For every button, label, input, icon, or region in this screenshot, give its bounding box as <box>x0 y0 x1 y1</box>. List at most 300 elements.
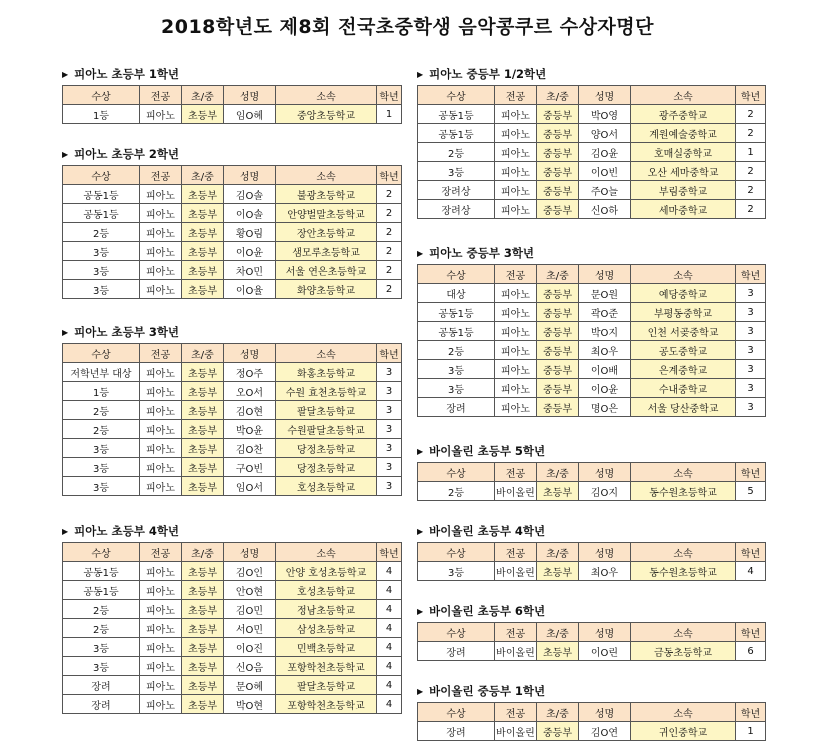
column-header: 수상 <box>63 344 140 363</box>
table-cell: 포항학천초등학교 <box>276 695 377 714</box>
column-header: 수상 <box>63 543 140 562</box>
table-cell: 2 <box>736 181 766 200</box>
table-cell: 초등부 <box>537 642 579 661</box>
table-cell: 이O윤 <box>579 379 631 398</box>
table-cell: 당정초등학교 <box>276 439 377 458</box>
column-header: 성명 <box>579 463 631 482</box>
column-header: 소속 <box>276 86 377 105</box>
table-cell: 초등부 <box>182 261 224 280</box>
table-cell: 중등부 <box>537 143 579 162</box>
table-cell: 초등부 <box>182 581 224 600</box>
table-row <box>418 360 766 379</box>
table-cell: 부림중학교 <box>631 181 736 200</box>
section-title <box>417 683 766 699</box>
table-cell: 정남초등학교 <box>276 600 377 619</box>
table-cell: 초등부 <box>182 638 224 657</box>
column-header: 성명 <box>579 623 631 642</box>
column-header: 성명 <box>224 166 276 185</box>
table-cell: 중등부 <box>537 341 579 360</box>
award-section <box>62 523 402 714</box>
table-row <box>418 162 766 181</box>
table-cell: 중등부 <box>537 360 579 379</box>
table-cell: 2 <box>736 124 766 143</box>
table-row <box>418 322 766 341</box>
column-header: 전공 <box>140 166 182 185</box>
column-header: 전공 <box>495 703 537 722</box>
table-cell: 초등부 <box>182 439 224 458</box>
triangle-bullet-icon: ▶ <box>62 70 69 79</box>
table-cell: 문O원 <box>579 284 631 303</box>
table-cell: 피아노 <box>140 458 182 477</box>
table-cell: 장려 <box>63 695 140 714</box>
table-cell: 피아노 <box>140 638 182 657</box>
table-cell: 3 <box>736 379 766 398</box>
table-cell: 초등부 <box>182 458 224 477</box>
award-section <box>417 443 766 501</box>
table-cell: 피아노 <box>140 261 182 280</box>
table-cell: 구O빈 <box>224 458 276 477</box>
table-row <box>63 382 402 401</box>
table-cell: 2 <box>377 223 402 242</box>
table-cell: 팔달초등학교 <box>276 401 377 420</box>
triangle-bullet-icon: ▶ <box>417 447 424 456</box>
column-header: 성명 <box>224 543 276 562</box>
table-cell: 김O윤 <box>579 143 631 162</box>
table-cell: 1 <box>736 722 766 741</box>
column-header: 소속 <box>631 265 736 284</box>
column-header: 소속 <box>631 463 736 482</box>
table-cell: 초등부 <box>182 562 224 581</box>
table-header-row <box>418 703 766 722</box>
column-header: 수상 <box>63 166 140 185</box>
table-cell: 김O지 <box>579 482 631 501</box>
table-cell: 3 <box>377 401 402 420</box>
table-cell: 2 <box>736 162 766 181</box>
column-header: 소속 <box>631 703 736 722</box>
column-header: 학년 <box>736 623 766 642</box>
column-header: 소속 <box>276 543 377 562</box>
awards-table <box>62 343 402 496</box>
table-row <box>418 143 766 162</box>
column-header: 소속 <box>631 543 736 562</box>
table-cell: 초등부 <box>182 477 224 496</box>
table-cell: 초등부 <box>182 600 224 619</box>
table-cell: 이O진 <box>224 638 276 657</box>
table-cell: 호매실중학교 <box>631 143 736 162</box>
table-row <box>418 200 766 219</box>
column-header: 수상 <box>418 463 495 482</box>
column-header: 초/중 <box>182 166 224 185</box>
table-cell: 피아노 <box>140 600 182 619</box>
table-row <box>418 398 766 417</box>
table-cell: 초등부 <box>182 204 224 223</box>
award-section <box>62 66 402 124</box>
section-title <box>417 523 766 539</box>
table-row <box>63 676 402 695</box>
table-cell: 중등부 <box>537 200 579 219</box>
table-cell: 바이올린 <box>495 642 537 661</box>
awards-table <box>417 264 766 417</box>
table-cell: 3등 <box>63 280 140 299</box>
awards-table <box>417 702 766 741</box>
table-cell: 피아노 <box>495 162 537 181</box>
table-cell: 임O서 <box>224 477 276 496</box>
table-cell: 2 <box>736 105 766 124</box>
column-header: 초/중 <box>182 86 224 105</box>
table-cell: 피아노 <box>140 420 182 439</box>
table-cell: 정O주 <box>224 363 276 382</box>
table-row <box>418 341 766 360</box>
table-row <box>63 562 402 581</box>
table-cell: 박O지 <box>579 322 631 341</box>
table-cell: 귀인중학교 <box>631 722 736 741</box>
column-header: 전공 <box>495 543 537 562</box>
awards-table <box>62 542 402 714</box>
table-cell: 1등 <box>63 105 140 124</box>
table-cell: 호성초등학교 <box>276 581 377 600</box>
column-header: 성명 <box>579 265 631 284</box>
column-header: 성명 <box>579 543 631 562</box>
table-cell: 당정초등학교 <box>276 458 377 477</box>
table-header-row <box>63 344 402 363</box>
section-title-text: 피아노 초등부 4학년 <box>74 524 180 538</box>
table-header-row <box>418 623 766 642</box>
table-cell: 초등부 <box>182 382 224 401</box>
column-header: 초/중 <box>182 344 224 363</box>
table-cell: 3등 <box>418 379 495 398</box>
table-cell: 2등 <box>63 600 140 619</box>
table-cell: 초등부 <box>182 401 224 420</box>
table-cell: 3등 <box>418 360 495 379</box>
table-cell: 공동1등 <box>418 105 495 124</box>
table-cell: 중등부 <box>537 722 579 741</box>
table-cell: 금동초등학교 <box>631 642 736 661</box>
table-cell: 피아노 <box>495 200 537 219</box>
section-title <box>62 146 402 162</box>
column-header: 초/중 <box>537 623 579 642</box>
table-cell: 2등 <box>418 482 495 501</box>
triangle-bullet-icon: ▶ <box>62 328 69 337</box>
table-row <box>63 420 402 439</box>
table-cell: 4 <box>377 657 402 676</box>
table-cell: 3등 <box>63 458 140 477</box>
section-title <box>62 66 402 82</box>
section-title-text: 피아노 중등부 3학년 <box>429 246 535 260</box>
section-title-text: 피아노 중등부 1/2학년 <box>429 67 547 81</box>
table-cell: 김O솔 <box>224 185 276 204</box>
table-cell: 장려 <box>418 398 495 417</box>
table-cell: 양O서 <box>579 124 631 143</box>
column-header: 소속 <box>276 166 377 185</box>
table-cell: 4 <box>377 676 402 695</box>
table-cell: 중등부 <box>537 105 579 124</box>
table-cell: 중등부 <box>537 303 579 322</box>
table-cell: 4 <box>377 600 402 619</box>
table-cell: 피아노 <box>140 477 182 496</box>
column-header: 초/중 <box>182 543 224 562</box>
table-cell: 2등 <box>63 420 140 439</box>
column-header: 학년 <box>736 86 766 105</box>
table-cell: 피아노 <box>495 143 537 162</box>
table-cell: 피아노 <box>140 619 182 638</box>
table-cell: 공동1등 <box>63 204 140 223</box>
table-cell: 호성초등학교 <box>276 477 377 496</box>
table-cell: 3 <box>377 382 402 401</box>
table-cell: 피아노 <box>140 280 182 299</box>
table-cell: 임O혜 <box>224 105 276 124</box>
table-row <box>63 185 402 204</box>
table-row <box>418 722 766 741</box>
table-cell: 초등부 <box>182 105 224 124</box>
award-section <box>62 146 402 299</box>
table-cell: 저학년부 대상 <box>63 363 140 382</box>
table-cell: 장려 <box>63 676 140 695</box>
table-cell: 2 <box>377 185 402 204</box>
column-header: 성명 <box>579 703 631 722</box>
table-cell: 피아노 <box>495 341 537 360</box>
section-title-text: 피아노 초등부 3학년 <box>74 325 180 339</box>
table-cell: 4 <box>377 562 402 581</box>
table-cell: 3 <box>377 477 402 496</box>
table-row <box>63 363 402 382</box>
table-cell: 초등부 <box>537 562 579 581</box>
table-cell: 초등부 <box>182 695 224 714</box>
table-cell: 은계중학교 <box>631 360 736 379</box>
table-cell: 수내중학교 <box>631 379 736 398</box>
table-cell: 4 <box>377 581 402 600</box>
table-cell: 민백초등학교 <box>276 638 377 657</box>
table-row <box>63 581 402 600</box>
table-cell: 피아노 <box>495 181 537 200</box>
table-cell: 피아노 <box>140 105 182 124</box>
award-section <box>417 603 766 661</box>
table-cell: 피아노 <box>495 379 537 398</box>
table-row <box>63 657 402 676</box>
award-section <box>417 683 766 741</box>
column-header: 전공 <box>495 86 537 105</box>
table-cell: 계원예술중학교 <box>631 124 736 143</box>
table-row <box>63 477 402 496</box>
table-cell: 이O빈 <box>579 162 631 181</box>
awards-table <box>417 462 766 501</box>
table-row <box>418 482 766 501</box>
table-row <box>63 439 402 458</box>
column-header: 학년 <box>377 166 402 185</box>
table-cell: 2등 <box>63 223 140 242</box>
column-header: 수상 <box>63 86 140 105</box>
column-header: 소속 <box>631 86 736 105</box>
table-cell: 피아노 <box>495 303 537 322</box>
table-cell: 초등부 <box>182 676 224 695</box>
triangle-bullet-icon: ▶ <box>417 607 424 616</box>
table-cell: 4 <box>377 695 402 714</box>
section-title <box>417 66 766 82</box>
table-cell: 중등부 <box>537 284 579 303</box>
table-cell: 5 <box>736 482 766 501</box>
table-cell: 초등부 <box>182 363 224 382</box>
table-cell: 피아노 <box>495 322 537 341</box>
table-row <box>418 379 766 398</box>
table-cell: 2 <box>377 280 402 299</box>
column-header: 초/중 <box>537 703 579 722</box>
column-header: 학년 <box>736 543 766 562</box>
table-cell: 피아노 <box>140 363 182 382</box>
table-row <box>418 105 766 124</box>
table-cell: 공동1등 <box>418 322 495 341</box>
table-cell: 3등 <box>63 477 140 496</box>
table-cell: 중등부 <box>537 124 579 143</box>
table-cell: 2등 <box>418 341 495 360</box>
table-cell: 장안초등학교 <box>276 223 377 242</box>
table-cell: 최O우 <box>579 341 631 360</box>
table-cell: 동수원초등학교 <box>631 482 736 501</box>
column-header: 학년 <box>736 265 766 284</box>
table-header-row <box>418 86 766 105</box>
section-title <box>417 443 766 459</box>
table-cell: 공동1등 <box>418 303 495 322</box>
triangle-bullet-icon: ▶ <box>417 527 424 536</box>
table-cell: 삼성초등학교 <box>276 619 377 638</box>
table-cell: 4 <box>377 619 402 638</box>
section-title <box>417 245 766 261</box>
table-cell: 서울 당산중학교 <box>631 398 736 417</box>
table-cell: 3등 <box>63 638 140 657</box>
table-cell: 4 <box>736 562 766 581</box>
table-cell: 6 <box>736 642 766 661</box>
column-header: 성명 <box>224 344 276 363</box>
table-cell: 피아노 <box>495 284 537 303</box>
table-cell: 신O하 <box>579 200 631 219</box>
column-header: 수상 <box>418 265 495 284</box>
column-header: 초/중 <box>537 543 579 562</box>
section-title <box>62 324 402 340</box>
table-cell: 중등부 <box>537 398 579 417</box>
award-section <box>417 523 766 581</box>
table-cell: 안O현 <box>224 581 276 600</box>
table-row <box>63 280 402 299</box>
table-cell: 오산 세마중학교 <box>631 162 736 181</box>
table-cell: 중등부 <box>537 379 579 398</box>
table-cell: 인천 서곶중학교 <box>631 322 736 341</box>
table-cell: 팔달초등학교 <box>276 676 377 695</box>
table-cell: 세마중학교 <box>631 200 736 219</box>
table-cell: 동수원초등학교 <box>631 562 736 581</box>
table-cell: 바이올린 <box>495 722 537 741</box>
table-cell: 초등부 <box>182 185 224 204</box>
table-cell: 초등부 <box>182 657 224 676</box>
table-cell: 장려 <box>418 722 495 741</box>
awards-table <box>62 165 402 299</box>
column-header: 전공 <box>495 463 537 482</box>
column-header: 초/중 <box>537 265 579 284</box>
column-header: 전공 <box>140 543 182 562</box>
triangle-bullet-icon: ▶ <box>62 527 69 536</box>
table-cell: 3등 <box>418 562 495 581</box>
column-header: 초/중 <box>537 463 579 482</box>
table-cell: 장려상 <box>418 181 495 200</box>
table-cell: 김O인 <box>224 562 276 581</box>
table-cell: 바이올린 <box>495 562 537 581</box>
table-row <box>418 303 766 322</box>
table-cell: 명O은 <box>579 398 631 417</box>
table-cell: 피아노 <box>140 204 182 223</box>
table-cell: 공동1등 <box>63 562 140 581</box>
column-header: 전공 <box>140 344 182 363</box>
table-cell: 3등 <box>63 657 140 676</box>
section-title-text: 피아노 초등부 2학년 <box>74 147 180 161</box>
table-cell: 3등 <box>63 261 140 280</box>
table-cell: 3 <box>377 363 402 382</box>
table-cell: 박O영 <box>579 105 631 124</box>
table-cell: 피아노 <box>140 382 182 401</box>
column-header: 전공 <box>140 86 182 105</box>
triangle-bullet-icon: ▶ <box>417 687 424 696</box>
table-cell: 문O혜 <box>224 676 276 695</box>
table-cell: 초등부 <box>182 242 224 261</box>
table-row <box>63 619 402 638</box>
table-row <box>418 124 766 143</box>
table-cell: 부평동중학교 <box>631 303 736 322</box>
column-header: 성명 <box>224 86 276 105</box>
table-cell: 대상 <box>418 284 495 303</box>
table-cell: 최O우 <box>579 562 631 581</box>
table-cell: 수원 효천초등학교 <box>276 382 377 401</box>
table-cell: 피아노 <box>495 124 537 143</box>
table-cell: 2 <box>377 242 402 261</box>
table-cell: 공동1등 <box>63 581 140 600</box>
table-cell: 장려상 <box>418 200 495 219</box>
table-row <box>63 242 402 261</box>
triangle-bullet-icon: ▶ <box>62 150 69 159</box>
table-cell: 중등부 <box>537 181 579 200</box>
table-cell: 1등 <box>63 382 140 401</box>
table-cell: 3등 <box>418 162 495 181</box>
table-row <box>63 695 402 714</box>
table-cell: 이O린 <box>579 642 631 661</box>
table-cell: 피아노 <box>140 242 182 261</box>
awards-table <box>417 542 766 581</box>
table-cell: 2등 <box>418 143 495 162</box>
triangle-bullet-icon: ▶ <box>417 70 424 79</box>
award-section <box>417 66 766 219</box>
table-cell: 피아노 <box>140 562 182 581</box>
table-cell: 황O림 <box>224 223 276 242</box>
section-title-text: 피아노 초등부 1학년 <box>74 67 180 81</box>
section-title-text: 바이올린 초등부 4학년 <box>429 524 546 538</box>
column-header: 학년 <box>736 703 766 722</box>
column-header: 수상 <box>418 543 495 562</box>
table-cell: 피아노 <box>495 105 537 124</box>
table-header-row <box>63 86 402 105</box>
table-cell: 초등부 <box>182 223 224 242</box>
award-section <box>62 324 402 496</box>
section-title-text: 바이올린 초등부 6학년 <box>429 604 546 618</box>
table-cell: 박O현 <box>224 695 276 714</box>
award-section <box>417 245 766 417</box>
table-cell: 샘모루초등학교 <box>276 242 377 261</box>
table-cell: 바이올린 <box>495 482 537 501</box>
table-cell: 화홍초등학교 <box>276 363 377 382</box>
table-cell: 2등 <box>63 401 140 420</box>
table-cell: 박O윤 <box>224 420 276 439</box>
table-cell: 차O민 <box>224 261 276 280</box>
table-row <box>418 642 766 661</box>
table-cell: 피아노 <box>495 398 537 417</box>
table-cell: 김O연 <box>579 722 631 741</box>
table-cell: 곽O준 <box>579 303 631 322</box>
table-cell: 3 <box>736 398 766 417</box>
section-title-text: 바이올린 중등부 1학년 <box>429 684 546 698</box>
